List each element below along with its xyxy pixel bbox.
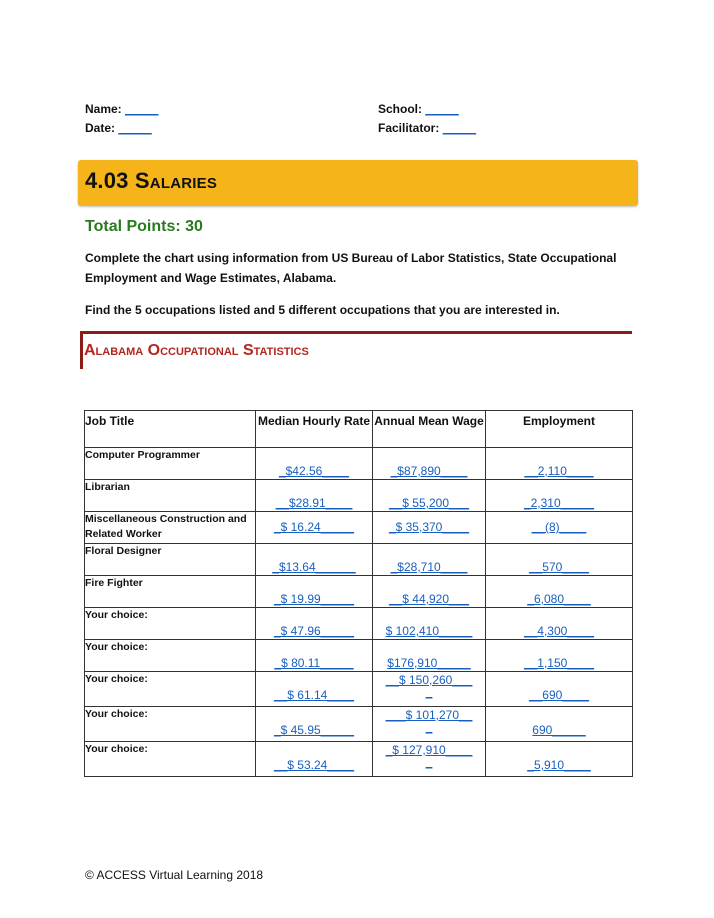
median-cell: _$ 45.95_____ [273, 723, 355, 737]
annual-cell-continuation: _ [425, 720, 433, 734]
median-cell: __$ 53.24____ [273, 758, 355, 772]
table-row [85, 640, 633, 672]
median-cell: _$ 16.24_____ [273, 520, 355, 534]
median-cell: _$ 80.11_____ [274, 656, 354, 670]
school-field [378, 102, 459, 116]
job-title-cell: Your choice: [85, 640, 256, 672]
name-value: _____ [125, 102, 159, 116]
annual-cell: ___$ 101,270__ [385, 708, 473, 722]
job-title-cell: Librarian [85, 480, 256, 512]
table-row [85, 608, 633, 640]
table-row [85, 512, 633, 544]
employment-cell: _6,080____ [527, 592, 591, 606]
table-row [85, 448, 633, 480]
table-row [85, 672, 633, 707]
annual-cell: __$ 44,920___ [388, 592, 470, 606]
job-title-cell: Your choice: [85, 707, 256, 742]
employment-cell: __570____ [528, 560, 590, 574]
facilitator-field [378, 121, 476, 135]
header-median-hourly-rate: Median Hourly Rate [256, 411, 373, 448]
table-row [85, 544, 633, 576]
school-label: School: [378, 102, 422, 116]
date-field [85, 121, 152, 135]
annual-cell: _$28,710____ [390, 560, 468, 574]
job-title-cell: Miscellaneous Construction and Related Worker [85, 512, 256, 544]
employment-cell: __2,110____ [524, 464, 594, 478]
date-value: _____ [118, 121, 152, 135]
employment-cell: __4,300____ [523, 624, 595, 638]
name-label: Name: [85, 102, 122, 116]
section-rule-left [80, 331, 83, 369]
annual-cell: _$87,890____ [390, 464, 468, 478]
copyright-footer: © ACCESS Virtual Learning 2018 [85, 868, 264, 882]
name-field [85, 102, 158, 116]
annual-cell: _$ 127,910____ [385, 743, 473, 757]
facilitator-value: _____ [442, 121, 477, 135]
instruction-2: Find the 5 occupations listed and 5 different occupations that you are interested in. [85, 303, 560, 317]
employment-cell: __1,150____ [523, 656, 595, 670]
section-rule [80, 331, 632, 334]
job-title-cell: Computer Programmer [85, 448, 256, 480]
annual-cell: __$ 55,200___ [388, 496, 470, 510]
annual-cell: __$ 150,260___ [385, 673, 473, 687]
header-employment: Employment [486, 411, 633, 448]
instruction-1: Complete the chart using information from US Bureau of Labor Statistics, State Occupational Employment and Wage Estimates, Alabama. [85, 251, 617, 285]
table-row [85, 707, 633, 742]
date-label: Date: [85, 121, 116, 135]
table-row [85, 742, 633, 777]
header-job-title: Job Title [85, 411, 256, 448]
annual-cell-continuation: _ [425, 685, 433, 699]
job-title-cell: Floral Designer [85, 544, 256, 576]
job-title-cell: Your choice: [85, 672, 256, 707]
table-row [85, 576, 633, 608]
table-row [85, 480, 633, 512]
median-cell: _$13.64______ [272, 560, 356, 574]
page-title: 4.03 Salaries [85, 168, 218, 193]
job-title-cell: Your choice: [85, 742, 256, 777]
median-cell: __$ 61.14____ [273, 688, 355, 702]
median-cell: __$28.91____ [275, 496, 353, 510]
section-title: Alabama Occupational Statistics [84, 342, 309, 359]
median-cell: _$ 19.99_____ [273, 592, 355, 606]
annual-cell: $176,910_____ [387, 656, 471, 670]
employment-cell: _2,310_____ [523, 496, 595, 510]
annual-cell: $ 102,410_____ [385, 624, 473, 638]
job-title-cell: Your choice: [85, 608, 256, 640]
facilitator-label: Facilitator: [378, 121, 440, 135]
header-annual-mean-wage: Annual Mean Wage [373, 411, 486, 448]
annual-cell-continuation: _ [425, 755, 433, 769]
median-cell: _$ 47.96_____ [273, 624, 355, 638]
employment-cell: 690_____ [532, 723, 586, 737]
median-cell: _$42.56____ [278, 464, 350, 478]
annual-cell: _$ 35,370____ [388, 520, 470, 534]
job-title-cell: Fire Fighter [85, 576, 256, 608]
total-points: Total Points: 30 [85, 218, 203, 235]
school-value: _____ [425, 102, 459, 116]
occupation-table [84, 410, 633, 777]
employment-cell: _5,910____ [527, 758, 591, 772]
employment-cell: __690____ [528, 688, 590, 702]
employment-cell: __(8)____ [531, 520, 587, 534]
